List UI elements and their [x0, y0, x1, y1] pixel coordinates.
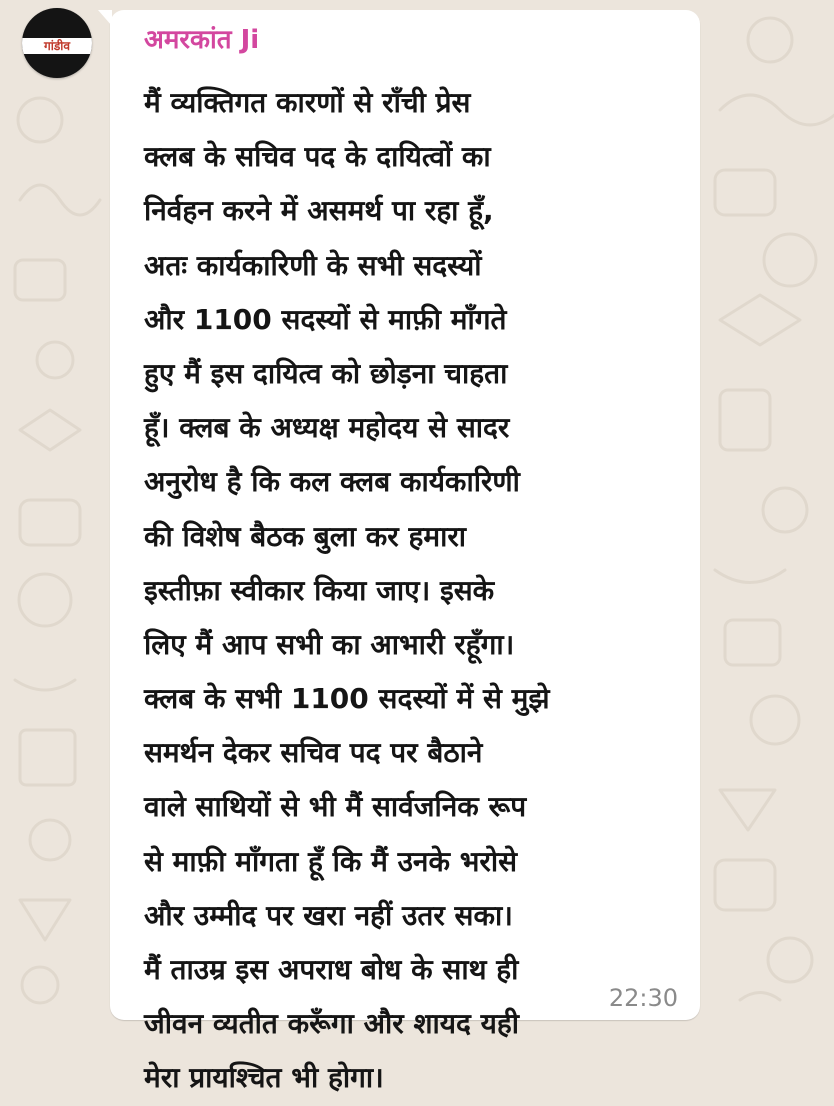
message-line: और 1100 सदस्यों से माफ़ी माँगते [144, 302, 507, 336]
message-line: समर्थन देकर सचिव पद पर बैठाने [144, 736, 483, 770]
message-line: जीवन व्यतीत करूँगा और शायद यही [144, 1007, 519, 1041]
bubble-tail [98, 10, 112, 26]
message-line: निर्वहन करने में असमर्थ पा रहा हूँ, [144, 194, 494, 228]
contact-avatar[interactable] [22, 8, 92, 78]
message-line: अनुरोध है कि कल क्लब कार्यकारिणी [144, 465, 520, 499]
avatar-logo-text: गांडीव [43, 39, 71, 53]
message-timestamp: 22:30 [608, 984, 678, 1012]
message-line: मैं व्यक्तिगत कारणों से राँची प्रेस [144, 86, 471, 119]
message-line: हूँ। क्लब के अध्यक्ष महोदय से सादर [144, 411, 510, 445]
message-line: की विशेष बैठक बुला कर हमारा [144, 519, 467, 553]
message-line: क्लब के सचिव पद के दायित्वों का [144, 140, 491, 174]
message-line: मैं ताउम्र इस अपराध बोध के साथ ही [144, 953, 519, 986]
message-line: हुए मैं इस दायित्व को छोड़ना चाहता [144, 356, 508, 390]
message-bubble[interactable] [110, 10, 700, 1095]
sender-name[interactable]: अमरकांत Ji [144, 25, 260, 55]
message-line: लिए मैं आप सभी का आभारी रहूँगा। [144, 627, 515, 661]
avatar-logo-band [22, 38, 92, 54]
message-line: और उम्मीद पर खरा नहीं उतर सका। [144, 898, 513, 932]
message-line: वाले साथियों से भी मैं सार्वजनिक रूप [144, 790, 527, 824]
message-line: से माफ़ी माँगता हूँ कि मैं उनके भरोसे [144, 844, 518, 878]
message-line: मेरा प्रायश्चित भी होगा। [144, 1061, 384, 1095]
message-text [144, 76, 692, 1106]
message-line: क्लब के सभी 1100 सदस्यों में से मुझे [144, 682, 550, 716]
message-line: इस्तीफ़ा स्वीकार किया जाए। इसके [144, 573, 495, 607]
message-line: अतः कार्यकारिणी के सभी सदस्यों [144, 248, 482, 282]
